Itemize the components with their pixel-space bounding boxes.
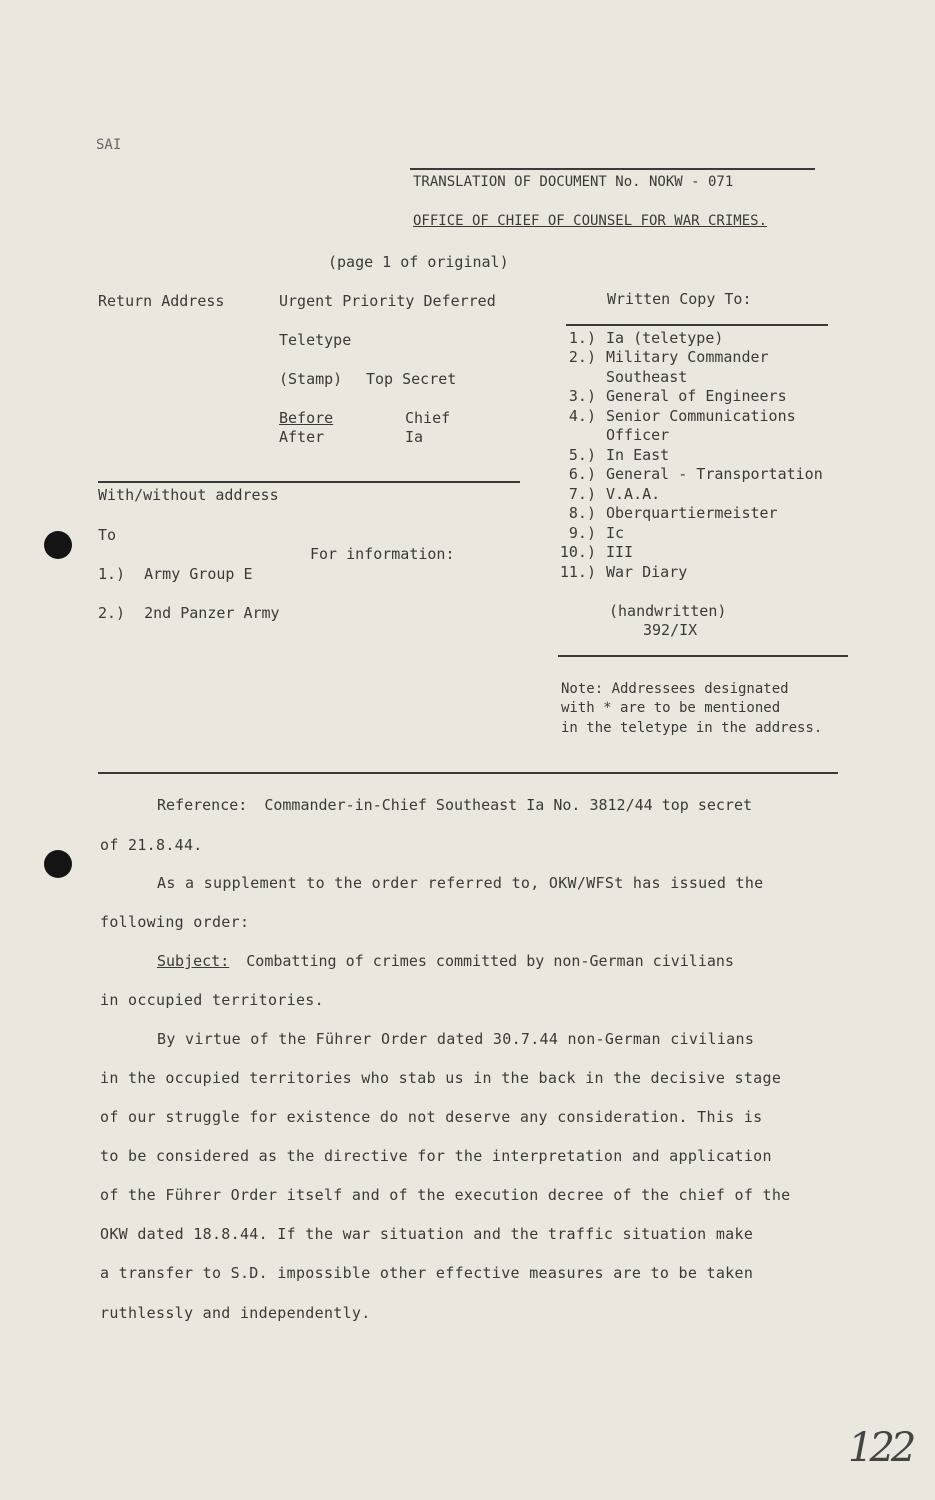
copy-entry-number: 4.) xyxy=(568,407,596,425)
stamp-label: (Stamp) xyxy=(279,370,343,388)
teletype-label: Teletype xyxy=(279,331,352,349)
note-line-2: with * are to be mentioned xyxy=(561,700,781,716)
supplement-line-1: As a supplement to the order referred to, OKW/WFSt has issued the xyxy=(157,874,764,892)
paragraph-line-1: By virtue of the Führer Order dated 30.7.44 non-German civilians xyxy=(157,1030,755,1048)
copy-entry-1 xyxy=(548,329,723,347)
recipient-number: 2.) xyxy=(98,604,126,622)
copy-entry-text: In East xyxy=(606,446,670,464)
copy-entry-text: General - Transportation xyxy=(606,465,823,483)
reference-line xyxy=(157,796,752,814)
copy-entry-text: Ic xyxy=(606,524,625,542)
copy-entry-number: 10.) xyxy=(559,543,596,561)
copy-entry-number: 7.) xyxy=(568,485,596,503)
handwritten-label: (handwritten) xyxy=(609,602,727,620)
after-label: After xyxy=(279,428,325,446)
copy-entry-text: Military Commander xyxy=(606,348,769,366)
punch-hole-top xyxy=(44,531,72,559)
header-top-rule xyxy=(410,168,815,170)
copy-entry-text: War Diary xyxy=(606,563,688,581)
page-note: (page 1 of original) xyxy=(328,253,509,271)
chief-label: Chief xyxy=(405,409,451,427)
paragraph-line-8: ruthlessly and independently. xyxy=(100,1304,371,1322)
copy-entry-number: 5.) xyxy=(568,446,596,464)
copy-entry-number: 1.) xyxy=(568,329,596,347)
paragraph-line-2: in the occupied territories who stab us in the back in the decisive stage xyxy=(100,1069,782,1087)
subject-line xyxy=(157,952,734,970)
copy-entry-number: 9.) xyxy=(568,524,596,542)
paragraph-line-4: to be considered as the directive for the interpretation and application xyxy=(100,1147,772,1165)
copy-entry-6 xyxy=(548,465,823,483)
punch-hole-bottom xyxy=(44,850,72,878)
copy-entry-number: 2.) xyxy=(568,348,596,366)
copy-entry-text: Oberquartiermeister xyxy=(606,504,778,522)
copy-entry-7 xyxy=(548,485,660,503)
return-address-label: Return Address xyxy=(98,292,225,310)
priority-label: Urgent Priority Deferred xyxy=(279,292,496,310)
left-block-rule xyxy=(98,481,520,483)
main-divider-rule xyxy=(98,772,838,774)
note-line-1: Note: Addressees designated xyxy=(561,681,789,697)
copy-entry-text: General of Engineers xyxy=(606,387,787,405)
office-line: OFFICE OF CHIEF OF COUNSEL FOR WAR CRIMES. xyxy=(413,213,768,229)
copy-entry-3 xyxy=(548,387,787,405)
before-label: Before xyxy=(279,409,334,427)
copy-entry-number: 11.) xyxy=(559,563,596,581)
subject-continuation: in occupied territories. xyxy=(100,991,324,1009)
right-block-bottom-rule xyxy=(558,655,848,657)
copy-entry-number: 3.) xyxy=(568,387,596,405)
copy-entry-text: Senior Communications xyxy=(606,407,796,425)
to-label: To xyxy=(98,526,117,544)
reference-text: Commander-in-Chief Southeast Ia No. 3812/44 top secret xyxy=(264,796,753,814)
for-information-label: For information: xyxy=(310,545,455,563)
recipient-1 xyxy=(98,565,253,583)
copy-entry-text: V.A.A. xyxy=(606,485,661,503)
handwritten-page-mark: 122 xyxy=(848,1425,913,1471)
supplement-line-2: following order: xyxy=(100,913,250,931)
copy-entry-text: III xyxy=(606,543,634,561)
document-number-line: TRANSLATION OF DOCUMENT No. NOKW - 071 xyxy=(413,174,734,190)
top-secret-label: Top Secret xyxy=(366,370,457,388)
copy-entry-9 xyxy=(548,524,624,542)
paragraph-line-6: OKW dated 18.8.44. If the war situation and the traffic situation make xyxy=(100,1225,754,1243)
paragraph-line-5: of the Führer Order itself and of the execution decree of the chief of the xyxy=(100,1186,791,1204)
note-line-3: in the teletype in the address. xyxy=(561,720,823,736)
handwritten-value: 392/IX xyxy=(643,621,698,639)
recipient-2 xyxy=(98,604,280,622)
copy-entry-text: Ia (teletype) xyxy=(606,329,724,347)
reference-label: Reference: xyxy=(157,796,248,814)
copy-entry-number: 6.) xyxy=(568,465,596,483)
recipient-number: 1.) xyxy=(98,565,126,583)
recipient-name: Army Group E xyxy=(144,565,253,583)
ia-label: Ia xyxy=(405,428,424,446)
subject-label: Subject: xyxy=(157,952,230,970)
copy-entry-4 xyxy=(548,407,796,425)
reference-continuation: of 21.8.44. xyxy=(100,836,203,854)
written-copy-heading: Written Copy To: xyxy=(607,290,752,308)
copy-entry-5 xyxy=(548,446,669,464)
right-block-top-rule xyxy=(566,324,828,326)
copy-entry-10 xyxy=(548,543,633,561)
subject-text: Combatting of crimes committed by non-German civilians xyxy=(246,952,734,970)
paragraph-line-3: of our struggle for existence do not deserve any consideration. This is xyxy=(100,1108,763,1126)
copy-entry-11 xyxy=(548,563,687,581)
copy-entry-4-cont: Officer xyxy=(606,426,670,444)
recipient-name: 2nd Panzer Army xyxy=(144,604,280,622)
copy-entry-number: 8.) xyxy=(568,504,596,522)
with-without-address: With/without address xyxy=(98,486,279,504)
copy-entry-8 xyxy=(548,504,778,522)
corner-mark: SAI xyxy=(96,137,122,153)
copy-entry-2-cont: Southeast xyxy=(606,368,688,386)
copy-entry-2 xyxy=(548,348,769,366)
paragraph-line-7: a transfer to S.D. impossible other effective measures are to be taken xyxy=(100,1264,754,1282)
